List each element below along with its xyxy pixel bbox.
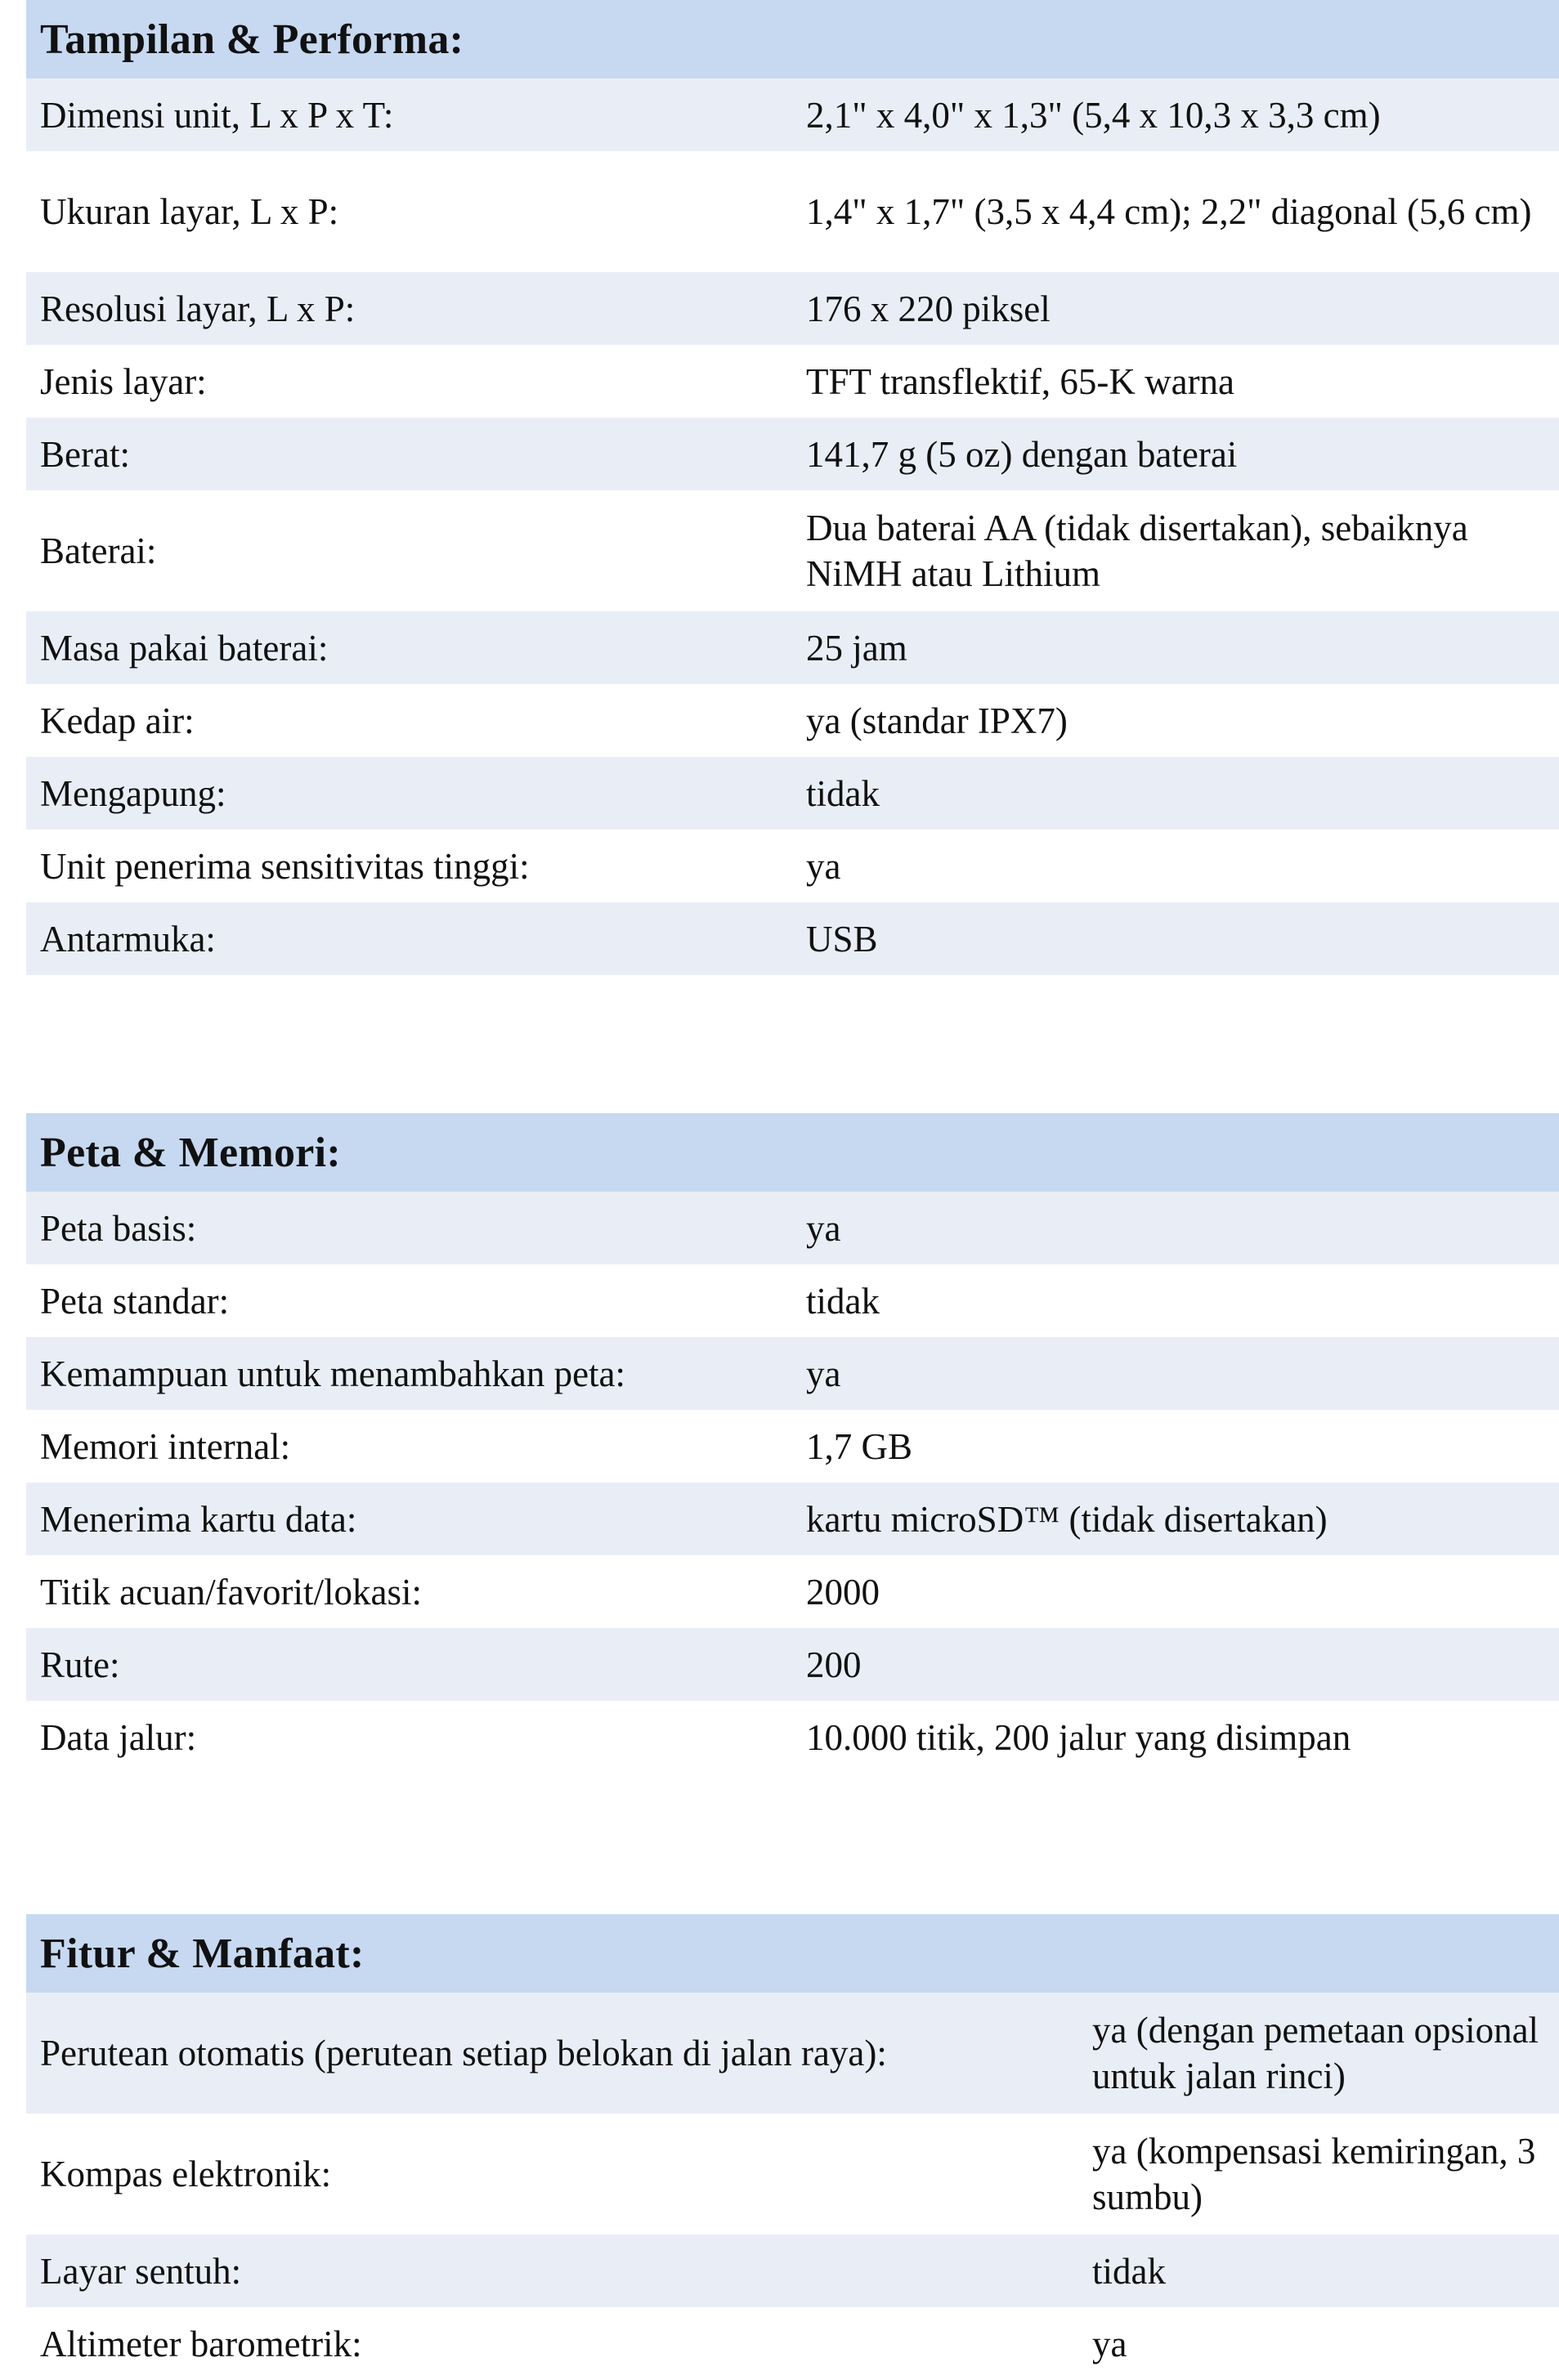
section-title: Peta & Memori: [26, 1113, 1559, 1192]
spec-row [26, 1993, 1559, 2114]
spec-row [26, 272, 1559, 345]
spec-row [26, 902, 1559, 975]
spec-row [26, 2114, 1559, 2235]
spec-row [26, 757, 1559, 830]
spec-value: tidak [806, 1280, 880, 1322]
spec-row [26, 684, 1559, 757]
spec-row [26, 2235, 1559, 2307]
spec-value: ya [806, 1207, 841, 1249]
spec-label: Menerima kartu data: [40, 1498, 357, 1540]
spec-value: 200 [806, 1644, 862, 1685]
spec-row [26, 1264, 1559, 1337]
spec-value: 2000 [806, 1571, 880, 1613]
spec-row [26, 1555, 1559, 1628]
spec-value: 1,7 GB [806, 1425, 913, 1467]
section-title: Tampilan & Performa: [26, 0, 1559, 78]
spec-value: 1,4" x 1,7" (3,5 x 4,4 cm); 2,2" diagonal (5,6 cm) [806, 191, 1532, 232]
spec-row [26, 1337, 1559, 1410]
spec-label: Kompas elektronik: [40, 2154, 332, 2194]
spec-label: Resolusi layar, L x P: [40, 288, 356, 329]
section-title: Fitur & Manfaat: [26, 1914, 1559, 1993]
spec-value: ya (kompensasi kemiringan, 3 sumbu) [1092, 2131, 1536, 2217]
spec-label: Kemampuan untuk menambahkan peta: [40, 1353, 626, 1394]
spec-value: kartu microSD™ (tidak disertakan) [806, 1498, 1328, 1540]
spec-row [26, 1628, 1559, 1701]
spec-row [26, 1483, 1559, 1555]
spec-value: 176 x 220 piksel [806, 288, 1051, 329]
spec-value: Dua baterai AA (tidak disertakan), sebaiknya NiMH atau Lithium [806, 508, 1468, 594]
spec-label: Mengapung: [40, 772, 226, 814]
spec-value: ya [806, 1353, 841, 1394]
section-features-benefits [26, 1914, 1559, 2380]
spec-label: Berat: [40, 433, 130, 475]
spec-label: Layar sentuh: [40, 2250, 242, 2292]
spec-row [26, 830, 1559, 902]
spec-value: USB [806, 918, 878, 960]
spec-row [26, 78, 1559, 151]
spec-row [26, 345, 1559, 418]
spec-value: 10.000 titik, 200 jalur yang disimpan [806, 1716, 1351, 1758]
spec-value: 25 jam [806, 627, 907, 669]
spec-label: Baterai: [40, 530, 157, 571]
spec-label: Antarmuka: [40, 918, 216, 960]
spec-label: Titik acuan/favorit/lokasi: [40, 1571, 423, 1613]
spec-value: tidak [806, 772, 880, 814]
spec-label: Data jalur: [40, 1716, 197, 1758]
spec-row [26, 1410, 1559, 1483]
spec-value: tidak [1092, 2250, 1166, 2292]
spec-label: Peta basis: [40, 1207, 197, 1249]
spec-row [26, 1192, 1559, 1264]
spec-label: Memori internal: [40, 1425, 291, 1467]
spec-value: 141,7 g (5 oz) dengan baterai [806, 433, 1238, 475]
section-display-performance [26, 0, 1559, 975]
spec-label: Masa pakai baterai: [40, 627, 329, 669]
spec-label: Perutean otomatis (perutean setiap belokan di jalan raya): [40, 2033, 887, 2074]
spec-row [26, 490, 1559, 611]
spec-label: Unit penerima sensitivitas tinggi: [40, 845, 530, 887]
spec-label: Peta standar: [40, 1280, 230, 1322]
spec-row [26, 611, 1559, 684]
spec-value: 2,1" x 4,0" x 1,3" (5,4 x 10,3 x 3,3 cm) [806, 94, 1381, 136]
spec-label: Kedap air: [40, 700, 195, 741]
spec-label: Rute: [40, 1644, 120, 1685]
spec-label: Ukuran layar, L x P: [40, 191, 339, 232]
spec-value: ya [1092, 2323, 1127, 2364]
spec-value: ya (standar IPX7) [806, 700, 1068, 741]
spec-label: Dimensi unit, L x P x T: [40, 94, 394, 136]
spec-label: Jenis layar: [40, 360, 207, 402]
spec-value: ya (dengan pemetaan opsional untuk jalan rinci) [1092, 2010, 1539, 2096]
section-maps-memory [26, 1113, 1559, 1774]
spec-value: ya [806, 845, 841, 887]
spec-value: TFT transflektif, 65-K warna [806, 360, 1235, 402]
spec-row [26, 1701, 1559, 1774]
spec-row [26, 151, 1559, 272]
spec-label: Altimeter barometrik: [40, 2323, 362, 2364]
spec-row [26, 2307, 1559, 2380]
spec-row [26, 418, 1559, 490]
